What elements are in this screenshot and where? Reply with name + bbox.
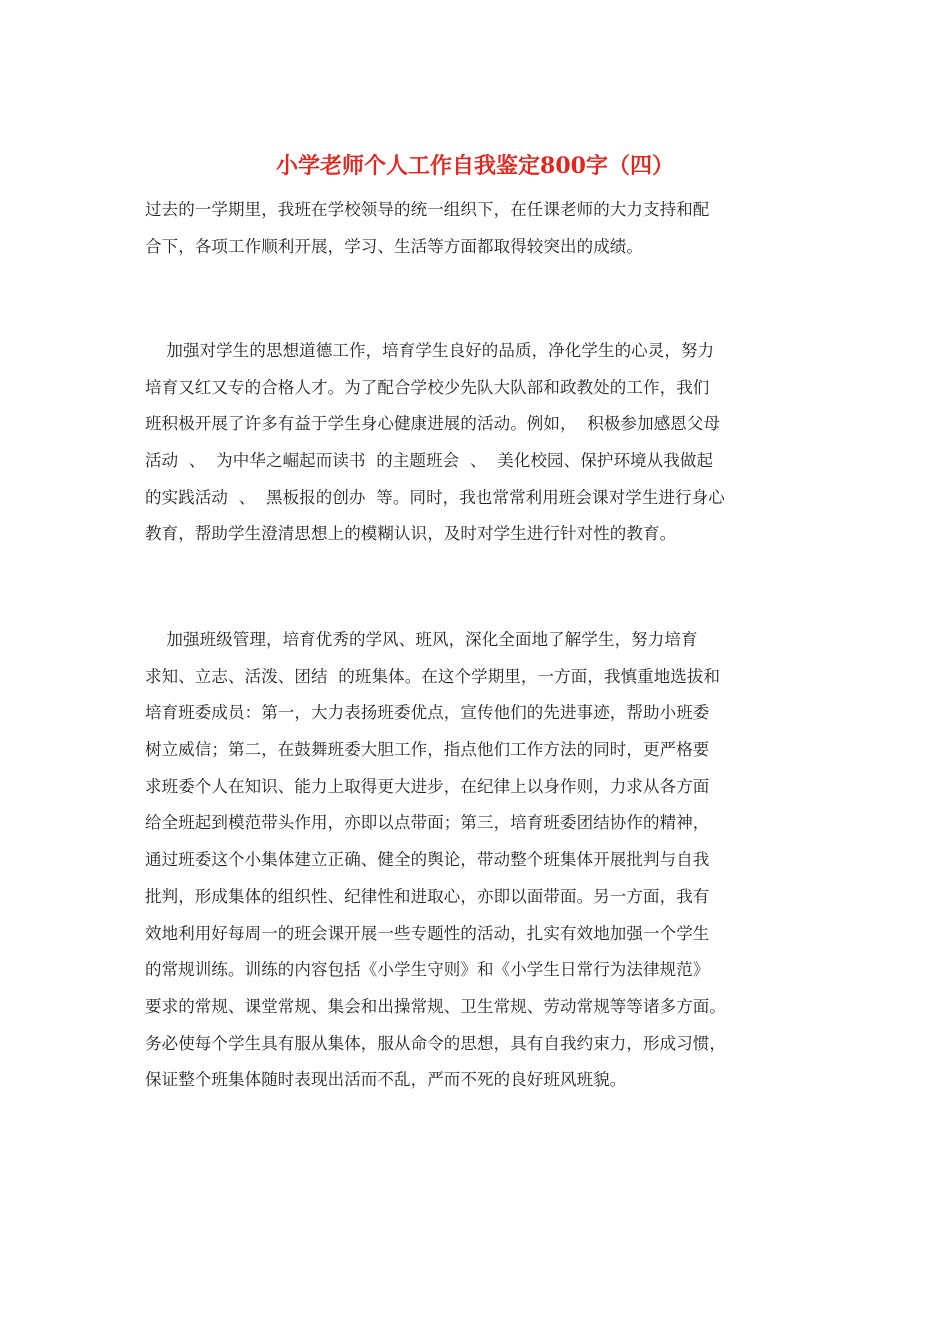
text-line: 培育班委成员：第一，大力表扬班委优点，宣传他们的先进事迹，帮助小班委	[145, 703, 710, 723]
text-line: 务必使每个学生具有服从集体，服从命令的思想，具有自我约束力，形成习惯，	[145, 1033, 726, 1053]
text-line: 过去的一学期里，我班在学校领导的统一组织下，在任课老师的大力支持和配	[145, 200, 710, 219]
text-line: 的常规训练。训练的内容包括《小学生守则》和《小学生日常行为法律规范》	[145, 960, 710, 980]
text-line: 培育又红又专的合格人才。为了配合学校少先队大队部和政教处的工作，我们	[145, 377, 710, 397]
text-line: 的实践活动 、 黑板报的创办 等。同时，我也常常利用班会课对学生进行身心	[145, 487, 725, 507]
text-line: 活动 、 为中华之崛起而读书 的主题班会 、 美化校园、保护环境从我做起	[145, 451, 714, 471]
text-line: 效地利用好每周一的班会课开展一些专题性的活动，扎实有效地加强一个学生	[145, 923, 710, 943]
text-line: 批判，形成集体的组织性、纪律性和进取心，亦即以面带面。另一方面，我有	[145, 886, 710, 906]
text-line: 班积极开展了许多有益于学生身心健康进展的活动。例如， 积极参加感恩父母	[145, 414, 721, 434]
text-line: 保证整个班集体随时表现出活而不乱，严而不死的良好班风班貌。	[145, 1070, 627, 1090]
text-line: 加强对学生的思想道德工作，培育学生良好的品质，净化学生的心灵，努力	[145, 341, 715, 360]
text-line: 通过班委这个小集体建立正确、健全的舆论，带动整个班集体开展批判与自我	[145, 850, 710, 870]
text-line: 求班委个人在知识、能力上取得更大进步，在纪律上以身作则，力求从各方面	[145, 776, 710, 796]
text-line: 求知、立志、活泼、团结 的班集体。在这个学期里，一方面，我慎重地选拔和	[145, 666, 721, 686]
text-line: 树立威信；第二，在鼓舞班委大胆工作，指点他们工作方法的同时，更严格要	[145, 740, 710, 760]
document-title: 小学老师个人工作自我鉴定800字（四）	[276, 153, 674, 179]
paragraph-moral-education	[145, 333, 810, 553]
text-line: 加强班级管理，培育优秀的学风、班风，深化全面地了解学生，努力培育	[145, 630, 698, 649]
text-line: 要求的常规、课堂常规、集会和出操常规、卫生常规、劳动常规等等诸多方面。	[145, 996, 726, 1016]
text-line: 给全班起到模范带头作用，亦即以点带面；第三，培育班委团结协作的精神，	[145, 813, 710, 833]
paragraph-class-management	[145, 622, 810, 1099]
paragraph-intro	[145, 192, 810, 265]
text-line: 教育，帮助学生澄清思想上的模糊认识，及时对学生进行针对性的教育。	[145, 524, 677, 544]
text-line: 合下，各项工作顺利开展，学习、生活等方面都取得较突出的成绩。	[145, 236, 643, 256]
